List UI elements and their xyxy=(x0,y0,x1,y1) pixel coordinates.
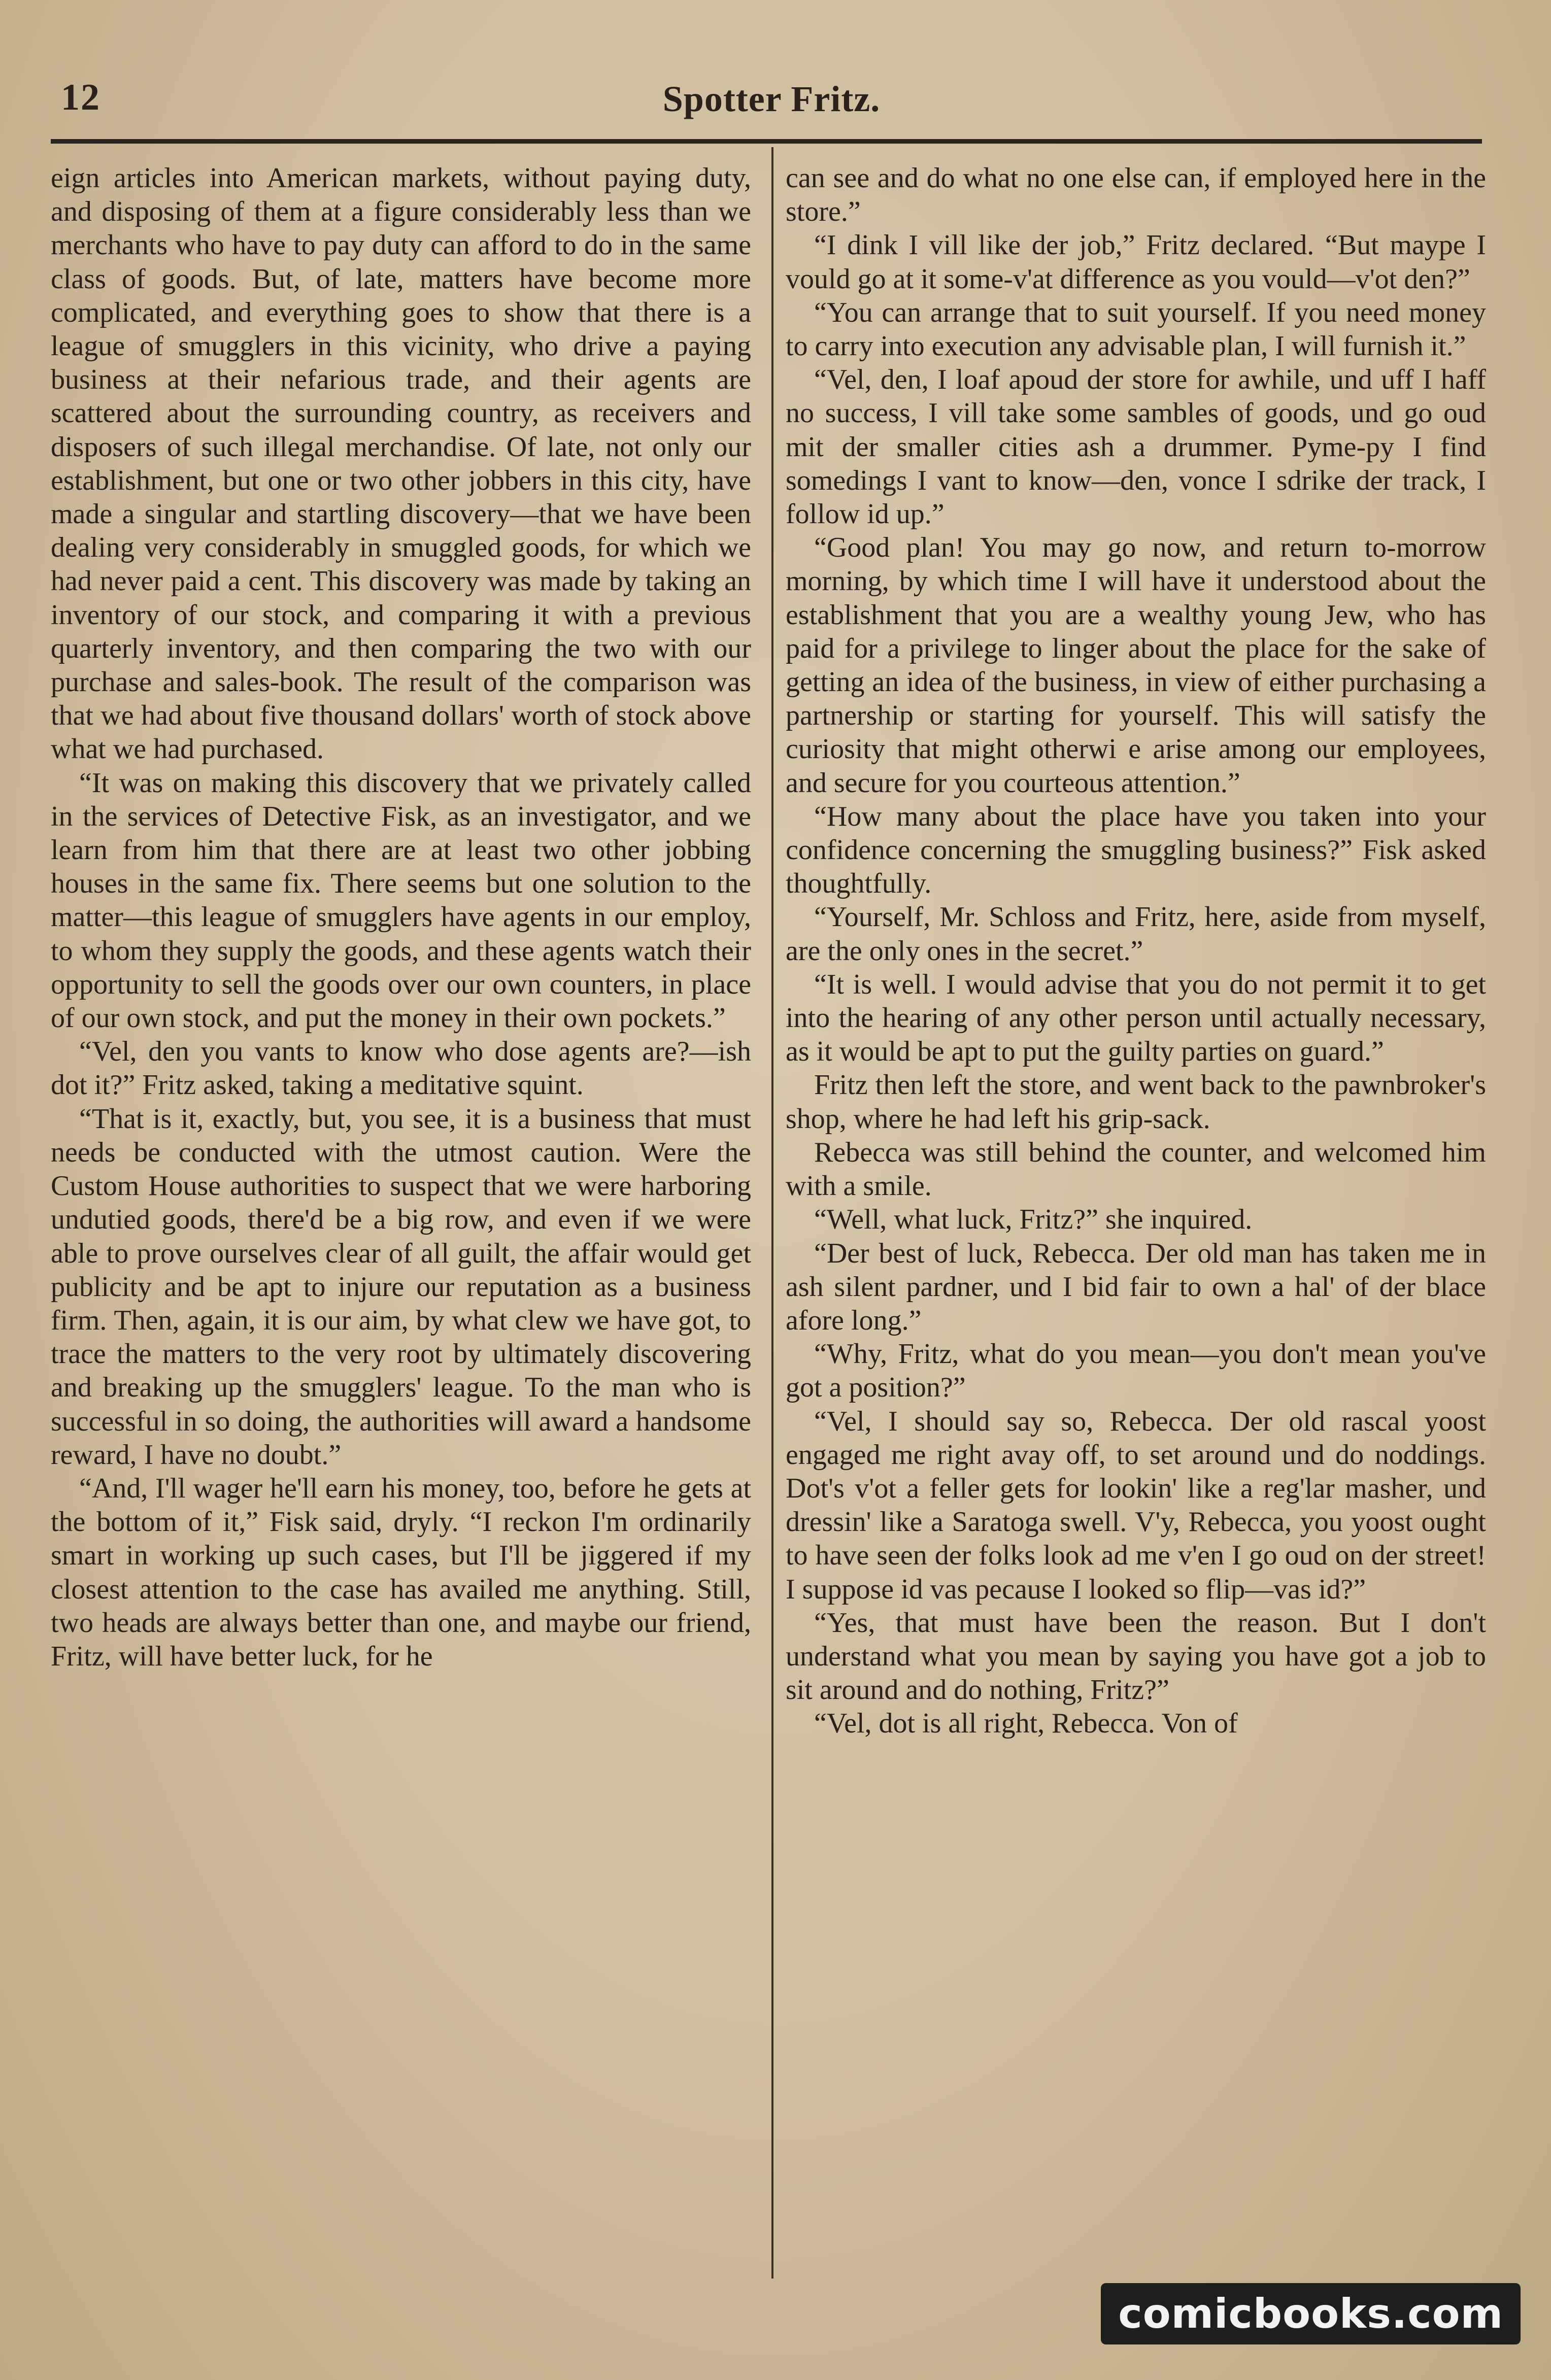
watermark: comicbooks.com xyxy=(1101,2283,1521,2344)
paragraph: “That is it, exactly, but, you see, it is a business that must needs be conducted with the utmost caution. Were the Custom House authorities to suspect that we were harboring undutied goods, there'd be a big row, and even if we were able to prove ourselves clear of all guilt, the affair would get publicity and be apt to injure our reputation as a business firm. Then, again, it is our aim, by what clew we have got, to trace the matters to the very root by ultimately discovering and breaking up the smugglers' league. To the man who is successful in so doing, the authorities will award a handsome reward, I have no doubt.” xyxy=(51,1103,751,1471)
column-divider xyxy=(771,147,773,2279)
paragraph: “Why, Fritz, what do you mean—you don't mean you've got a position?” xyxy=(786,1338,1486,1404)
page-header xyxy=(61,76,1482,122)
paragraph: “It was on making this discovery that we privately called in the services of Detective Fisk, as an investigator, and we learn from him that there are at least two other jobbing houses in the same fix. There seems but one solution to the matter—this league of smugglers have agents in our employ, to whom they supply the goods, and these agents watch their opportunity to sell the goods over our own counters, in place of our own stock, and put the money in their own pockets.” xyxy=(51,767,751,1034)
paragraph: “I dink I vill like der job,” Fritz declared. “But maype I vould go at it some-v'at difference as you vould—v'ot den?” xyxy=(786,229,1486,295)
paragraph: “Vel, den you vants to know who dose agents are?—ish dot it?” Fritz asked, taking a meditative squint. xyxy=(51,1036,751,1101)
paragraph: “Der best of luck, Rebecca. Der old man has taken me in ash silent pardner, und I bid fair to own a hal' of der blace afore long.” xyxy=(786,1237,1486,1336)
paragraph: “You can arrange that to suit yourself. If you need money to carry into execution any advisable plan, I will furnish it.” xyxy=(786,296,1486,362)
paragraph: “And, I'll wager he'll earn his money, too, before he gets at the bottom of it,” Fisk said, dryly. “I reckon I'm ordinarily smart in working up such cases, but I'll be jiggered if my closest attention to the case has availed me anything. Still, two heads are always better than one, and maybe our friend, Fritz, will have better luck, for he xyxy=(51,1472,751,1672)
paragraph: “Well, what luck, Fritz?” she inquired. xyxy=(814,1204,1253,1236)
left-column xyxy=(51,161,751,1673)
running-title: Spotter Fritz. xyxy=(662,79,881,119)
paragraph: Rebecca was still behind the counter, and welcomed him with a smile. xyxy=(786,1136,1486,1202)
header-rule xyxy=(51,139,1482,144)
paragraph: eign articles into American markets, without paying duty, and disposing of them at a figure considerably less than we merchants who have to pay duty can afford to do in the same class of goods. But, of late, matters have become more complicated, and everything goes to show that there is a league of smugglers in this vicinity, who drive a paying business at their nefarious trade, and their agents are scattered about the surrounding country, as receivers and disposers of such illegal merchandise. Of late, not only our establishment, but one or two other jobbers in this city, have made a singular and startling discovery—that we have been dealing very considerably in smuggled goods, for which we had never paid a cent. This discovery was made by taking an inventory of our stock, and comparing it with a previous quarterly inventory, and then comparing the two with our purchase and sales-book. The result of the comparison was that we had about five thousand dollars' worth of stock above what we had purchased. xyxy=(51,162,751,765)
paragraph: can see and do what no one else can, if employed here in the store.” xyxy=(786,162,1486,228)
paragraph: “Yes, that must have been the reason. But I don't understand what you mean by saying you have got a job to sit around and do nothing, Fritz?” xyxy=(786,1607,1486,1706)
right-column xyxy=(786,161,1486,1741)
paragraph: “It is well. I would advise that you do not permit it to get into the hearing of any other person until actually necessary, as it would be apt to put the guilty parties on guard.” xyxy=(786,968,1486,1068)
paragraph: “Vel, dot is all right, Rebecca. Von of xyxy=(814,1708,1238,1740)
paragraph: “How many about the place have you taken into your confidence concerning the smuggling business?” Fisk asked thoughtfully. xyxy=(786,800,1486,900)
paragraph: “Vel, den, I loaf apoud der store for awhile, und uff I haff no success, I vill take some sambles of goods, und go oud mit der smaller cities ash a drummer. Pyme-py I find somedings I vant to know—den, vonce I sdrike der track, I follow id up.” xyxy=(786,364,1486,530)
page-number: 12 xyxy=(61,77,100,118)
paragraph: “Good plan! You may go now, and return to-morrow morning, by which time I will have it understood about the establishment that you are a wealthy young Jew, who has paid for a privilege to linger about the place for the sake of getting an idea of the business, in view of either purchasing a partnership or starting for yourself. This will satisfy the curiosity that might otherwi e arise among our employees, and secure for you courteous attention.” xyxy=(786,532,1486,799)
paragraph: “Yourself, Mr. Schloss and Fritz, here, aside from myself, are the only ones in the secret.” xyxy=(786,901,1486,967)
paragraph: “Vel, I should say so, Rebecca. Der old rascal yoost engaged me right avay off, to set around und do noddings. Dot's v'ot a feller gets for lookin' like a reg'lar masher, und dressin' like a Saratoga swell. V'y, Rebecca, you yoost ought to have seen der folks look ad me v'en I go oud on der street! I suppose id vas pecause I looked so flip—vas id?” xyxy=(786,1405,1486,1605)
paragraph: Fritz then left the store, and went back to the pawnbroker's shop, where he had left his grip-sack. xyxy=(786,1069,1486,1135)
